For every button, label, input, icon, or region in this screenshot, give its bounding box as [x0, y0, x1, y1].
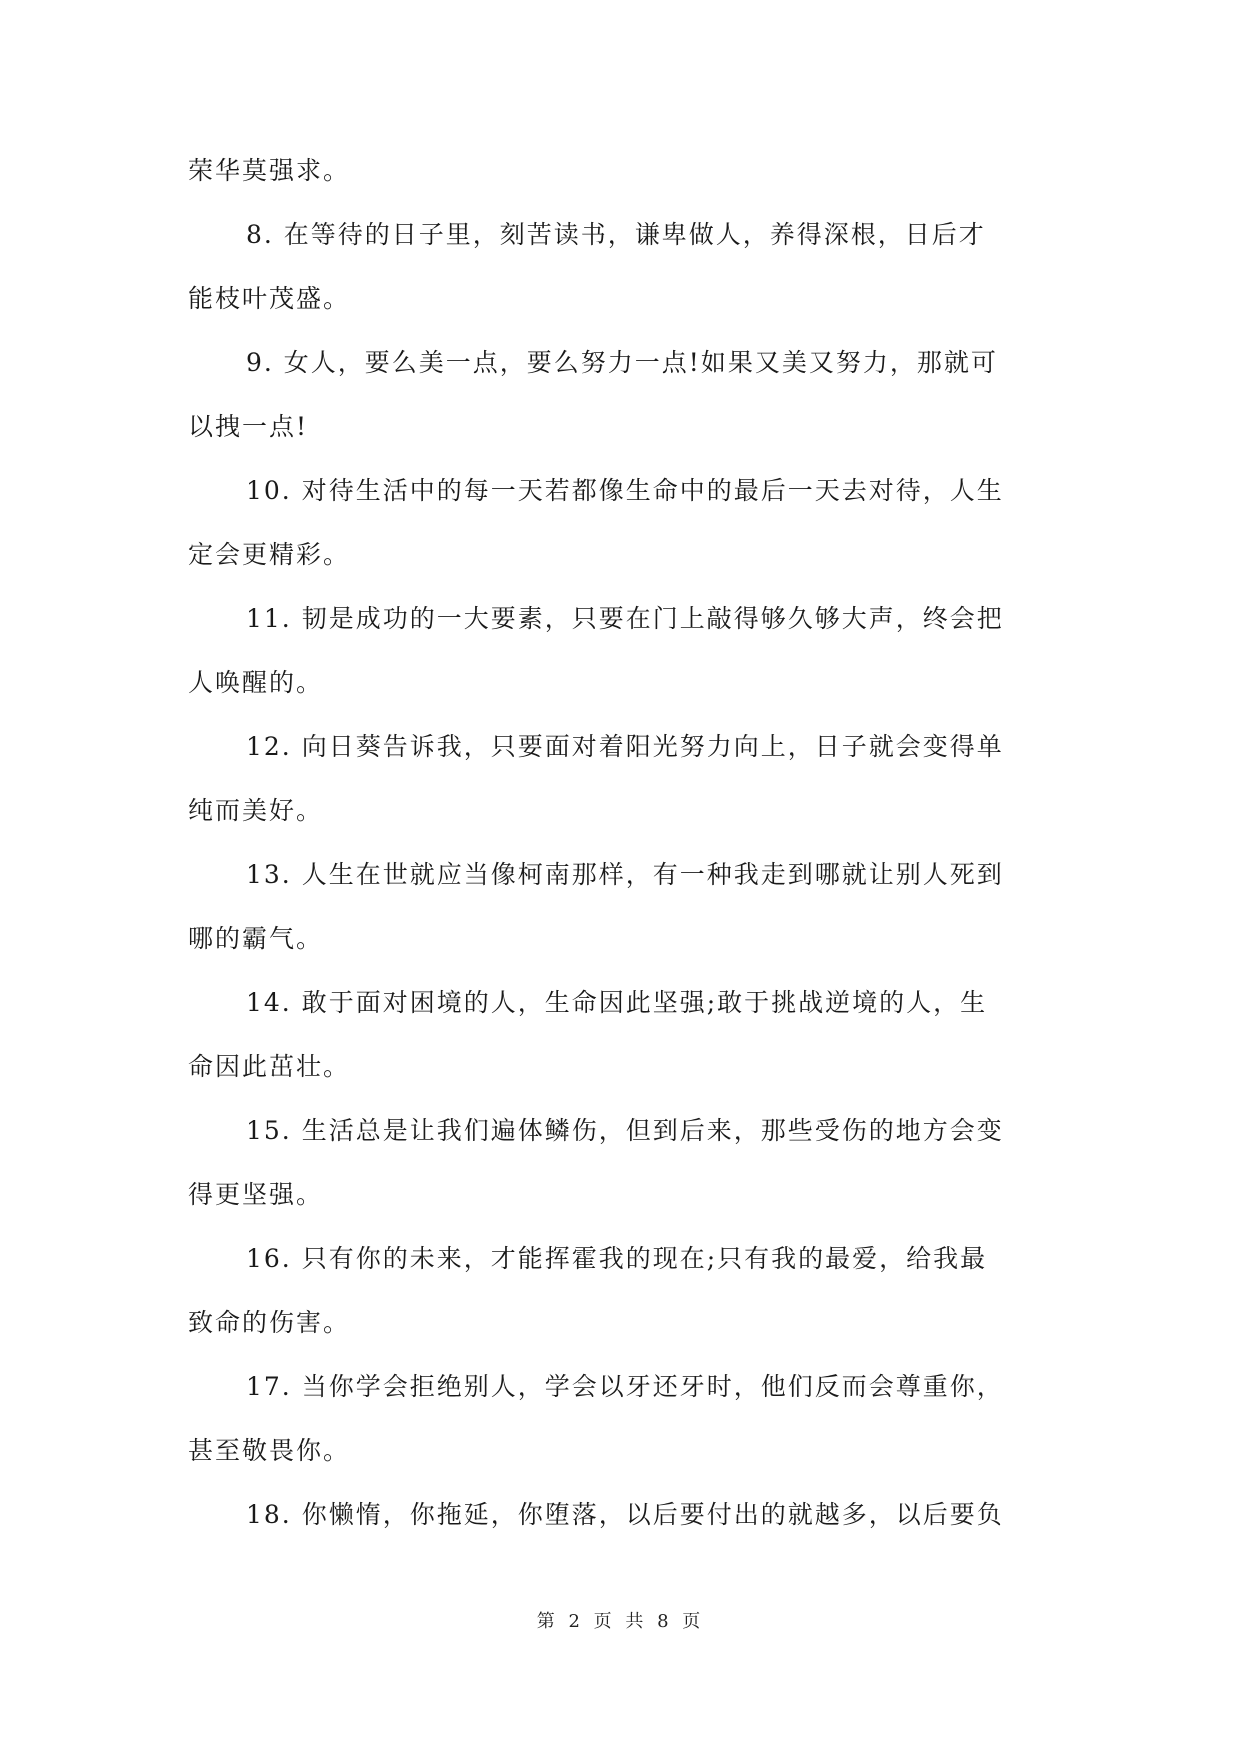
list-item-13-line-2: 哪的霸气。 — [188, 924, 324, 953]
page-body — [188, 155, 1058, 1563]
list-item-14-line-1: 14. 敢于面对困境的人，生命因此坚强;敢于挑战逆境的人，生 — [246, 988, 988, 1017]
list-item-11-line-2: 人唤醒的。 — [188, 668, 324, 697]
list-item-8-line-2: 能枝叶茂盛。 — [188, 284, 351, 313]
list-item-17-line-2: 甚至敬畏你。 — [188, 1436, 351, 1465]
list-item-9-line-1: 9. 女人，要么美一点，要么努力一点!如果又美又努力，那就可 — [246, 348, 998, 377]
list-item-8-line-1: 8. 在等待的日子里，刻苦读书，谦卑做人，养得深根，日后才 — [246, 220, 986, 249]
list-item-10-line-2: 定会更精彩。 — [188, 540, 351, 569]
list-item-15-line-2: 得更坚强。 — [188, 1180, 324, 1209]
list-item-10-line-1: 10. 对待生活中的每一天若都像生命中的最后一天去对待，人生 — [246, 476, 1004, 505]
list-item-18-line-1: 18. 你懒惰，你拖延，你堕落，以后要付出的就越多，以后要负 — [246, 1500, 1004, 1529]
list-item-12-line-2: 纯而美好。 — [188, 796, 324, 825]
text-line: 荣华莫强求。 — [188, 156, 351, 185]
list-item-16-line-2: 致命的伤害。 — [188, 1308, 351, 1337]
list-item-16-line-1: 16. 只有你的未来，才能挥霍我的现在;只有我的最爱，给我最 — [246, 1244, 988, 1273]
list-item-17-line-1: 17. 当你学会拒绝别人，学会以牙还牙时，他们反而会尊重你， — [246, 1372, 1004, 1401]
list-item-11-line-1: 11. 韧是成功的一大要素，只要在门上敲得够久够大声，终会把 — [246, 604, 1004, 633]
list-item-13-line-1: 13. 人生在世就应当像柯南那样，有一种我走到哪就让别人死到 — [246, 860, 1004, 889]
page-number-footer: 第 2 页 共 8 页 — [536, 1611, 705, 1632]
list-item-12-line-1: 12. 向日葵告诉我，只要面对着阳光努力向上，日子就会变得单 — [246, 732, 1004, 761]
list-item-9-line-2: 以拽一点! — [188, 412, 309, 441]
list-item-14-line-2: 命因此茁壮。 — [188, 1052, 351, 1081]
list-item-15-line-1: 15. 生活总是让我们遍体鳞伤，但到后来，那些受伤的地方会变 — [246, 1116, 1004, 1145]
